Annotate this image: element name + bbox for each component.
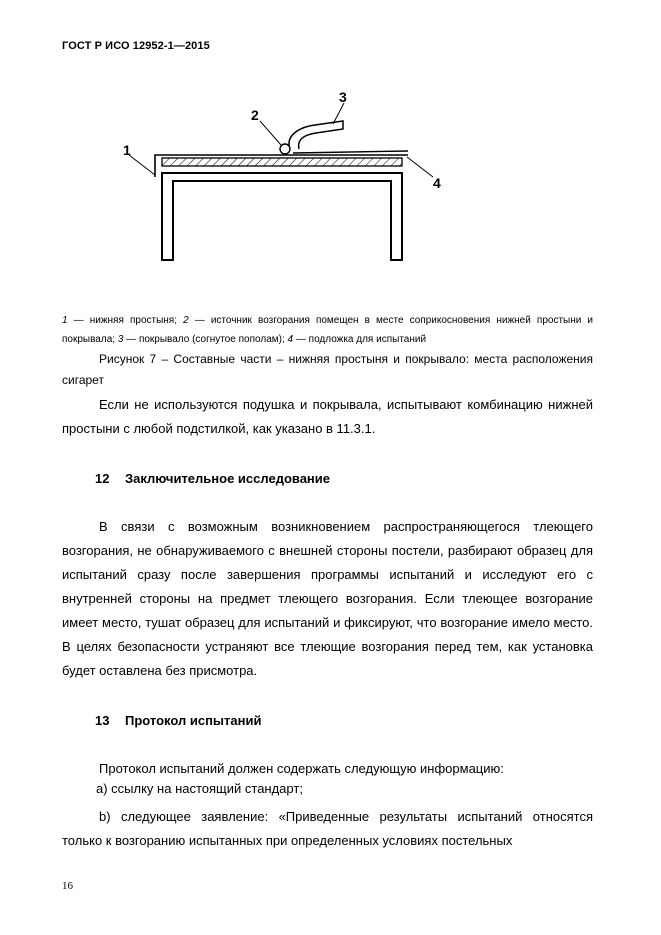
section-heading-12: 12 Заключительное исследование — [95, 471, 331, 486]
figure-label-4: 4 — [433, 175, 441, 191]
figure-title: Рисунок 7 – Составные части – нижняя простыня и покрывало: места расположения сигарет — [62, 352, 593, 387]
paragraph-report-intro: Протокол испытаний должен содержать следующую информацию: — [99, 761, 504, 776]
page-number: 16 — [62, 880, 73, 892]
folded-cover — [289, 121, 343, 149]
legend-num-4: 4 — [287, 334, 294, 345]
figure-label-1: 1 — [123, 142, 131, 158]
legend-num-3: 3 — [117, 334, 124, 345]
test-underlay — [162, 158, 402, 166]
cover-sheet — [293, 151, 408, 153]
figure-label-3: 3 — [339, 89, 347, 105]
bed-frame — [162, 173, 402, 260]
figure-legend: 1 — нижняя простыня; 2 — источник возгорания помещен в месте соприкосновения нижней простыни и покрывала; 3 — покрывало (согнутое пополам); 4 — подложка для испытаний — [62, 315, 593, 345]
legend-num-1: 1 — [62, 315, 68, 326]
paragraph-final-examination: В связи с возможным возникновением распространяющегося тлеющего возгорания, не обнаруживаемого с внешней стороны постели, разбирают образец для испытаний сразу после завершения программы испытаний и исследуют его с внутренней стороны на предмет тлеющего возгорания. Если тлеющее возгорание имеет место, тушат образец для испытаний и фиксируют, что возгорание имело место. В целях безопасности устраняют все тлеющие возгорания перед тем, как установка будет оставлена без присмотра. — [62, 519, 593, 678]
document-header: ГОСТ Р ИСО 12952-1—2015 — [62, 40, 210, 52]
figure-label-2: 2 — [251, 107, 259, 123]
list-item-a: a) ссылку на настоящий стандарт; — [96, 781, 303, 796]
legend-num-2: 2 — [183, 315, 189, 326]
section-heading-13: 13 Протокол испытаний — [95, 713, 262, 728]
cigarette — [280, 144, 290, 154]
list-item-b: b) следующее заявление: «Приведенные результаты испытаний относятся только к возгоранию испытанных при определенных условиях постельных — [62, 809, 593, 848]
paragraph-combination: Если не используются подушка и покрывала, испытывают комбинацию нижней простыни с любой подстилкой, как указано в 11.3.1. — [62, 397, 593, 436]
figure-bed-diagram — [115, 85, 455, 270]
